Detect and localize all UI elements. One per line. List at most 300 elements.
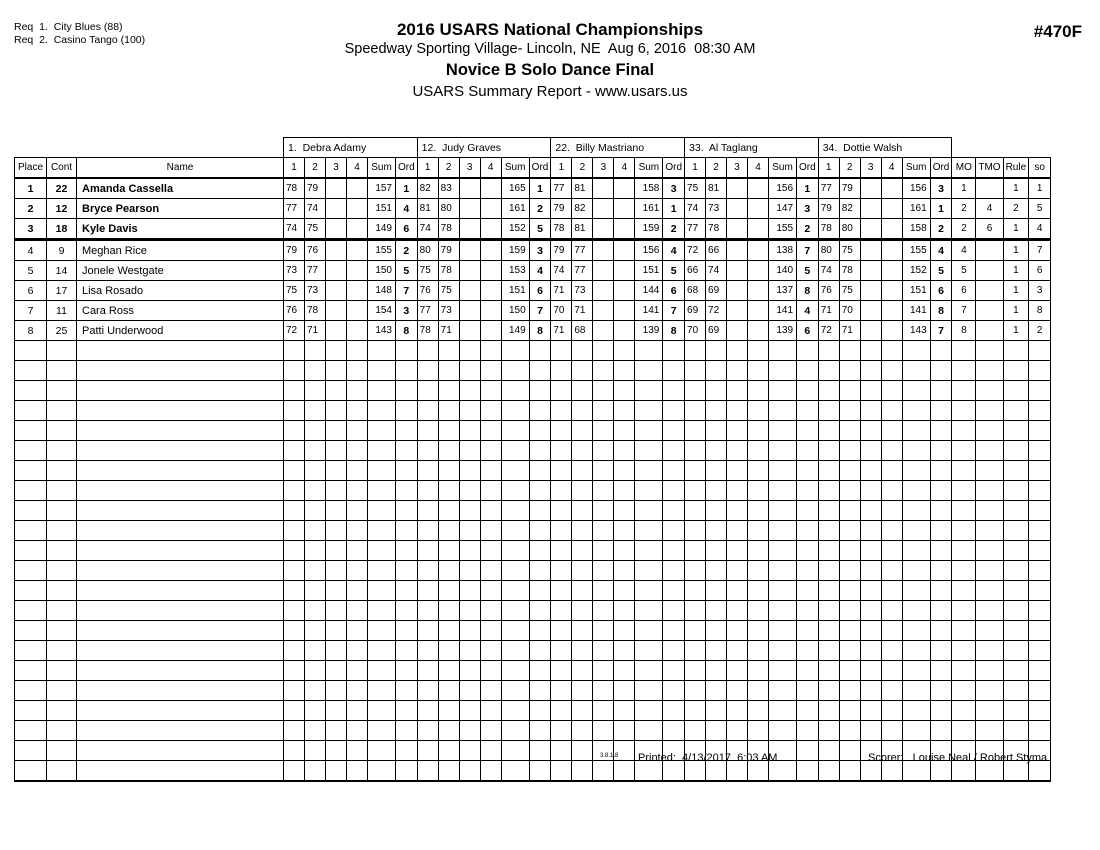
judge4-score2-cell: 66	[706, 240, 727, 261]
empty-cell	[305, 661, 326, 681]
judge3-score3-cell	[593, 261, 614, 281]
empty-cell	[952, 501, 976, 521]
empty-cell	[748, 381, 769, 401]
empty-row	[15, 621, 1051, 641]
empty-cell	[284, 381, 305, 401]
empty-cell	[614, 661, 635, 681]
empty-cell	[635, 581, 663, 601]
empty-cell	[860, 481, 881, 501]
empty-cell	[706, 541, 727, 561]
judge2-score2-cell: 78	[438, 219, 459, 240]
empty-cell	[839, 501, 860, 521]
judge2-score3-cell	[459, 301, 480, 321]
tmo-cell	[976, 240, 1003, 261]
empty-cell	[417, 381, 438, 401]
empty-cell	[47, 741, 77, 761]
judge4-ordinal-cell: 2	[797, 219, 819, 240]
empty-cell	[930, 381, 952, 401]
empty-cell	[839, 521, 860, 541]
contestant-number-cell: 18	[47, 219, 77, 240]
empty-cell	[748, 521, 769, 541]
empty-cell	[572, 381, 593, 401]
judge3-score2-cell: 68	[572, 321, 593, 341]
empty-row	[15, 681, 1051, 701]
empty-cell	[818, 441, 839, 461]
scorer-line	[868, 752, 1047, 764]
empty-cell	[685, 461, 706, 481]
empty-cell	[685, 421, 706, 441]
judge3-score2-cell: 82	[572, 199, 593, 219]
empty-cell	[593, 581, 614, 601]
judge1-score4-cell	[347, 261, 368, 281]
empty-cell	[881, 561, 902, 581]
empty-cell	[459, 701, 480, 721]
empty-cell	[529, 621, 551, 641]
empty-cell	[551, 741, 572, 761]
empty-cell	[902, 441, 930, 461]
empty-cell	[930, 501, 952, 521]
empty-cell	[952, 661, 976, 681]
empty-cell	[47, 601, 77, 621]
judge5-sum-cell: 151	[902, 281, 930, 301]
empty-cell	[77, 581, 284, 601]
empty-cell	[1003, 561, 1029, 581]
judge5-score3-cell	[860, 199, 881, 219]
empty-cell	[976, 361, 1003, 381]
empty-cell	[818, 641, 839, 661]
judge5-score3-cell	[860, 240, 881, 261]
empty-cell	[881, 661, 902, 681]
empty-cell	[685, 601, 706, 621]
judge5-ordinal-cell: 3	[930, 178, 952, 199]
empty-cell	[438, 441, 459, 461]
empty-cell	[15, 361, 47, 381]
empty-cell	[284, 741, 305, 761]
judge1-ordinal-cell: 3	[396, 301, 418, 321]
empty-cell	[15, 721, 47, 741]
empty-cell	[685, 561, 706, 581]
empty-cell	[930, 361, 952, 381]
empty-cell	[881, 361, 902, 381]
empty-cell	[860, 701, 881, 721]
empty-cell	[480, 561, 501, 581]
empty-cell	[797, 701, 819, 721]
empty-cell	[438, 641, 459, 661]
col-header-judge3-2: 2	[572, 158, 593, 179]
empty-cell	[480, 761, 501, 782]
judge5-ordinal-cell: 6	[930, 281, 952, 301]
empty-cell	[685, 501, 706, 521]
so-cell: 5	[1029, 199, 1051, 219]
judge2-score1-cell: 74	[417, 219, 438, 240]
empty-cell	[614, 441, 635, 461]
empty-cell	[614, 421, 635, 441]
majority-ordinal-cell: 7	[952, 301, 976, 321]
empty-cell	[368, 741, 396, 761]
empty-cell	[1003, 641, 1029, 661]
empty-cell	[480, 401, 501, 421]
empty-cell	[952, 621, 976, 641]
col-header-judge3-3: 3	[593, 158, 614, 179]
empty-cell	[15, 521, 47, 541]
empty-cell	[818, 581, 839, 601]
empty-cell	[459, 721, 480, 741]
empty-cell	[1029, 721, 1051, 741]
empty-cell	[459, 661, 480, 681]
empty-cell	[305, 481, 326, 501]
empty-cell	[1029, 501, 1051, 521]
col-header-judge1-1: 1	[284, 158, 305, 179]
empty-cell	[635, 601, 663, 621]
empty-cell	[396, 361, 418, 381]
rule-cell: 1	[1003, 281, 1029, 301]
empty-cell	[396, 621, 418, 641]
empty-cell	[797, 681, 819, 701]
empty-cell	[368, 701, 396, 721]
empty-cell	[706, 561, 727, 581]
empty-cell	[860, 361, 881, 381]
judge3-score4-cell	[614, 281, 635, 301]
empty-cell	[368, 521, 396, 541]
judge3-score4-cell	[614, 199, 635, 219]
empty-cell	[501, 441, 529, 461]
empty-row	[15, 381, 1051, 401]
judge5-sum-cell: 155	[902, 240, 930, 261]
empty-cell	[368, 661, 396, 681]
empty-cell	[501, 501, 529, 521]
empty-cell	[347, 381, 368, 401]
empty-cell	[727, 641, 748, 661]
contestant-number-cell: 11	[47, 301, 77, 321]
empty-cell	[417, 661, 438, 681]
empty-cell	[976, 521, 1003, 541]
empty-cell	[663, 641, 685, 661]
empty-cell	[480, 381, 501, 401]
skater-name-cell: Bryce Pearson	[77, 199, 284, 219]
judge2-sum-cell: 159	[501, 240, 529, 261]
judge3-score2-cell: 77	[572, 261, 593, 281]
so-cell: 7	[1029, 240, 1051, 261]
judge1-score2-cell: 78	[305, 301, 326, 321]
empty-cell	[551, 461, 572, 481]
empty-cell	[417, 621, 438, 641]
empty-cell	[685, 481, 706, 501]
empty-cell	[305, 641, 326, 661]
empty-cell	[480, 361, 501, 381]
tmo-cell: 6	[976, 219, 1003, 240]
empty-cell	[529, 721, 551, 741]
empty-cell	[438, 701, 459, 721]
empty-cell	[635, 641, 663, 661]
empty-cell	[860, 421, 881, 441]
empty-cell	[663, 721, 685, 741]
empty-cell	[459, 461, 480, 481]
empty-cell	[551, 601, 572, 621]
empty-cell	[480, 541, 501, 561]
place-cell: 8	[15, 321, 47, 341]
empty-cell	[347, 501, 368, 521]
empty-cell	[663, 361, 685, 381]
empty-cell	[635, 441, 663, 461]
judge2-score3-cell	[459, 199, 480, 219]
empty-cell	[614, 541, 635, 561]
judge1-score3-cell	[326, 178, 347, 199]
judge1-score4-cell	[347, 301, 368, 321]
empty-cell	[727, 621, 748, 641]
empty-cell	[818, 421, 839, 441]
empty-cell	[396, 681, 418, 701]
empty-cell	[930, 341, 952, 361]
col-header-judge1-sum: Sum	[368, 158, 396, 179]
empty-cell	[326, 461, 347, 481]
empty-cell	[480, 441, 501, 461]
empty-cell	[663, 581, 685, 601]
empty-cell	[305, 361, 326, 381]
so-cell: 3	[1029, 281, 1051, 301]
empty-cell	[459, 361, 480, 381]
empty-cell	[480, 581, 501, 601]
rule-cell: 1	[1003, 301, 1029, 321]
empty-cell	[635, 521, 663, 541]
empty-cell	[818, 701, 839, 721]
empty-cell	[706, 721, 727, 741]
empty-cell	[976, 481, 1003, 501]
empty-cell	[368, 361, 396, 381]
empty-cell	[614, 461, 635, 481]
judge1-ordinal-cell: 4	[396, 199, 418, 219]
empty-cell	[396, 601, 418, 621]
empty-cell	[396, 581, 418, 601]
empty-cell	[551, 761, 572, 782]
judge5-score4-cell	[881, 199, 902, 219]
empty-cell	[551, 381, 572, 401]
so-cell: 2	[1029, 321, 1051, 341]
judge3-ordinal-cell: 5	[663, 261, 685, 281]
empty-cell	[748, 561, 769, 581]
contestant-number-cell: 22	[47, 178, 77, 199]
empty-cell	[572, 621, 593, 641]
col-header-judge5-3: 3	[860, 158, 881, 179]
empty-cell	[501, 601, 529, 621]
empty-cell	[769, 681, 797, 701]
empty-cell	[818, 361, 839, 381]
empty-cell	[438, 521, 459, 541]
empty-cell	[839, 481, 860, 501]
col-header-judge4-1: 1	[685, 158, 706, 179]
empty-cell	[818, 561, 839, 581]
judge-names-row	[15, 138, 1051, 158]
empty-cell	[480, 341, 501, 361]
empty-cell	[593, 401, 614, 421]
empty-cell	[706, 421, 727, 441]
empty-cell	[1003, 521, 1029, 541]
judge5-score1-cell: 71	[818, 301, 839, 321]
empty-cell	[748, 661, 769, 681]
empty-cell	[635, 541, 663, 561]
empty-cell	[818, 741, 839, 761]
empty-cell	[818, 621, 839, 641]
empty-cell	[417, 681, 438, 701]
empty-cell	[748, 621, 769, 641]
empty-cell	[727, 501, 748, 521]
empty-cell	[839, 741, 860, 761]
judge2-sum-cell: 152	[501, 219, 529, 240]
judge2-score4-cell	[480, 178, 501, 199]
empty-cell	[305, 621, 326, 641]
empty-cell	[881, 541, 902, 561]
empty-cell	[727, 601, 748, 621]
judge4-score4-cell	[748, 301, 769, 321]
empty-cell	[706, 461, 727, 481]
empty-cell	[368, 541, 396, 561]
empty-cell	[77, 601, 284, 621]
empty-cell	[930, 441, 952, 461]
judge2-score4-cell	[480, 199, 501, 219]
judge4-score1-cell: 74	[685, 199, 706, 219]
empty-cell	[347, 521, 368, 541]
empty-cell	[976, 561, 1003, 581]
empty-cell	[593, 701, 614, 721]
judge1-score3-cell	[326, 321, 347, 341]
empty-cell	[902, 681, 930, 701]
empty-cell	[438, 561, 459, 581]
empty-cell	[769, 561, 797, 581]
empty-cell	[368, 421, 396, 441]
empty-cell	[347, 541, 368, 561]
empty-cell	[501, 341, 529, 361]
place-cell: 7	[15, 301, 47, 321]
empty-cell	[459, 761, 480, 782]
empty-cell	[326, 401, 347, 421]
empty-cell	[480, 741, 501, 761]
empty-cell	[396, 741, 418, 761]
empty-cell	[368, 641, 396, 661]
event-number: #470F	[1033, 22, 1082, 41]
empty-cell	[1029, 481, 1051, 501]
empty-cell	[881, 441, 902, 461]
so-cell: 6	[1029, 261, 1051, 281]
page-title: 2016 USARS National Championships	[396, 20, 704, 39]
empty-cell	[706, 641, 727, 661]
empty-cell	[77, 461, 284, 481]
judge2-score4-cell	[480, 321, 501, 341]
empty-cell	[572, 581, 593, 601]
rule-cell: 1	[1003, 240, 1029, 261]
empty-cell	[347, 401, 368, 421]
judge2-score2-cell: 80	[438, 199, 459, 219]
empty-cell	[480, 721, 501, 741]
judge4-ordinal-cell: 7	[797, 240, 819, 261]
requirement-line-1: Req 1. City Blues (88)	[14, 21, 123, 33]
empty-cell	[706, 501, 727, 521]
empty-cell	[15, 761, 47, 782]
empty-cell	[15, 581, 47, 601]
empty-cell	[15, 461, 47, 481]
empty-cell	[818, 481, 839, 501]
empty-cell	[839, 761, 860, 782]
empty-cell	[77, 401, 284, 421]
col-header-judge2-3: 3	[459, 158, 480, 179]
empty-cell	[635, 401, 663, 421]
judge3-ordinal-cell: 7	[663, 301, 685, 321]
empty-cell	[593, 621, 614, 641]
judge1-score1-cell: 76	[284, 301, 305, 321]
rule-cell: 1	[1003, 321, 1029, 341]
judge2-sum-cell: 151	[501, 281, 529, 301]
judge1-sum-cell: 149	[368, 219, 396, 240]
empty-cell	[902, 661, 930, 681]
empty-cell	[438, 721, 459, 741]
empty-cell	[77, 541, 284, 561]
empty-cell	[551, 401, 572, 421]
col-header-cont: Cont	[47, 158, 77, 179]
empty-cell	[797, 361, 819, 381]
empty-cell	[706, 481, 727, 501]
empty-cell	[1003, 441, 1029, 461]
venue-date-line: Speedway Sporting Village- Lincoln, NE Aug 6, 2016 08:30 AM	[344, 41, 756, 57]
judge1-score4-cell	[347, 219, 368, 240]
empty-cell	[930, 701, 952, 721]
empty-row	[15, 561, 1051, 581]
empty-cell	[727, 361, 748, 381]
empty-cell	[860, 581, 881, 601]
judge1-score1-cell: 75	[284, 281, 305, 301]
empty-cell	[976, 541, 1003, 561]
empty-cell	[860, 541, 881, 561]
empty-cell	[663, 381, 685, 401]
empty-cell	[47, 701, 77, 721]
judge3-score3-cell	[593, 219, 614, 240]
judge5-score3-cell	[860, 321, 881, 341]
empty-cell	[614, 721, 635, 741]
software-version: 3.8.1.8	[600, 753, 619, 759]
judge4-score2-cell: 78	[706, 219, 727, 240]
so-cell: 1	[1029, 178, 1051, 199]
empty-cell	[685, 341, 706, 361]
empty-row	[15, 481, 1051, 501]
judge4-score3-cell	[727, 219, 748, 240]
empty-cell	[284, 521, 305, 541]
empty-cell	[706, 441, 727, 461]
judge3-score4-cell	[614, 240, 635, 261]
empty-row	[15, 581, 1051, 601]
judge4-score4-cell	[748, 321, 769, 341]
empty-cell	[305, 401, 326, 421]
empty-cell	[818, 401, 839, 421]
empty-cell	[1003, 681, 1029, 701]
empty-cell	[663, 681, 685, 701]
rule-cell: 1	[1003, 178, 1029, 199]
empty-cell	[952, 721, 976, 741]
empty-cell	[284, 621, 305, 641]
empty-cell	[976, 681, 1003, 701]
empty-cell	[368, 401, 396, 421]
empty-cell	[1029, 441, 1051, 461]
empty-cell	[368, 681, 396, 701]
empty-cell	[326, 521, 347, 541]
judge5-score1-cell: 76	[818, 281, 839, 301]
empty-cell	[976, 661, 1003, 681]
empty-cell	[769, 341, 797, 361]
empty-cell	[818, 601, 839, 621]
judge2-score4-cell	[480, 261, 501, 281]
col-header-judge1-4: 4	[347, 158, 368, 179]
place-cell: 3	[15, 219, 47, 240]
empty-cell	[769, 421, 797, 441]
empty-cell	[77, 501, 284, 521]
judge1-score2-cell: 75	[305, 219, 326, 240]
empty-cell	[769, 521, 797, 541]
